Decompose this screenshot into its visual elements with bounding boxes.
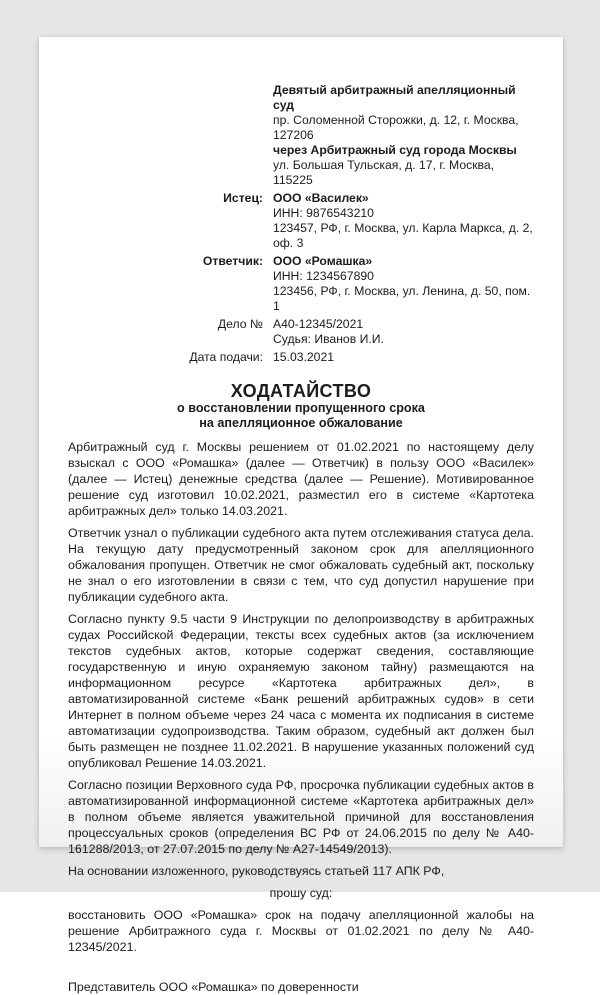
document-subtitle-line1: о восстановлении пропущенного срока (177, 401, 425, 415)
signature-line: Представитель ООО «Ромашка» по доверенности (68, 980, 359, 994)
plaintiff-label: Истец: (223, 191, 263, 205)
document-title: ХОДАТАЙСТВО (230, 381, 372, 401)
paragraph-legal-basis: На основании изложенного, руководствуясь статьей 117 АПК РФ, (68, 864, 445, 878)
document-title-block (68, 381, 534, 431)
filing-date-value: 15.03.2021 (273, 350, 334, 364)
case-number-label: Дело № (217, 317, 263, 331)
defendant-inn: ИНН: 1234567890 (273, 269, 374, 283)
document-header (68, 83, 534, 365)
request-intro: прошу суд: (269, 886, 333, 900)
document-subtitle-line2: на апелляционное обжалование (199, 416, 403, 430)
appeal-court-name: Девятый арбитражный апелляционный суд (273, 83, 516, 112)
court-label-spacer (68, 83, 263, 188)
plaintiff-address: 123457, РФ, г. Москва, ул. Карла Маркса, д. 2, оф. 3 (273, 221, 533, 250)
defendant-name: ООО «Ромашка» (273, 254, 373, 268)
filing-date-label: Дата подачи: (189, 350, 263, 364)
paragraph-instruction-rules: Согласно пункту 9.5 части 9 Инструкции по делопроизводству в арбитражных судах Российской Федерации, тексты всех судебных актов (за исключением текстов судебных актов, которые содержат сведения, составляющие государственную и иную охраняемую законом тайну) размещаются на информационном ресурсе «Картотека арбитражных дел», в автоматизированной системе «Банк решений арбитражных судов» в сети Интернет в полном объеме через 24 часа с момента их подписания в системе автоматизации судопроизводства. Таким образом, судебный акт должен был быть размещен не позднее 11.02.2021. В нарушение указанных положений суд опубликовал Решение 14.03.2021. (68, 612, 534, 770)
case-judge: Судья: Иванов И.И. (273, 332, 384, 346)
defendant-address: 123456, РФ, г. Москва, ул. Ленина, д. 50, пом. 1 (273, 284, 531, 313)
plaintiff-block (68, 191, 534, 251)
plaintiff-name: ООО «Василек» (273, 191, 369, 205)
paragraph-request: восстановить ООО «Ромашка» срок на подачу апелляционной жалобы на решение Арбитражного суда г. Москвы от 01.02.2021 по делу № А40-12345/2021. (68, 908, 534, 954)
case-block (68, 317, 534, 347)
paragraph-supreme-court-position: Согласно позиции Верховного суда РФ, просрочка публикации судебных актов в автоматизированной информационной системе «Картотека арбитражных дел» в полном объеме является уважительной причиной для восстановления процессуальных сроков (определения ВС РФ от 24.06.2015 по делу № А40-161288/2013, от 27.07.2015 по делу № А27-14549/2013). (68, 778, 534, 856)
filing-date-block (68, 350, 534, 365)
paragraph-facts: Арбитражный суд г. Москвы решением от 01.02.2021 по настоящему делу взыскал с ООО «Ромашка» (далее — Ответчик) в пользу ООО «Василек» (далее — Истец) денежные средства (далее — Решение). Мотивированное решение суд изготовил 10.02.2021, разместил его в системе «Картотека арбитражных дел» только 14.03.2021. (68, 440, 534, 518)
document-page (39, 37, 563, 994)
defendant-label: Ответчик: (202, 254, 263, 268)
court-block (68, 83, 534, 188)
paragraph-missed-deadline: Ответчик узнал о публикации судебного акта путем отслеживания статуса дела. На текущую дату предусмотренный законом срок для апелляционного обжалования пропущен. Ответчик не смог обжаловать судебный акт, поскольку не знал о его изготовлении в связи с тем, что суд допустил нарушение при публикации судебного акта. (68, 526, 534, 604)
case-number: А40-12345/2021 (273, 317, 364, 331)
document-body (68, 439, 534, 995)
plaintiff-inn: ИНН: 9876543210 (273, 206, 374, 220)
via-court-address: ул. Большая Тульская, д. 17, г. Москва, 115225 (273, 158, 495, 187)
appeal-court-address: пр. Соломенной Сторожки, д. 12, г. Москва, 127206 (273, 113, 519, 142)
via-court-name: через Арбитражный суд города Москвы (273, 143, 517, 157)
defendant-block (68, 254, 534, 314)
